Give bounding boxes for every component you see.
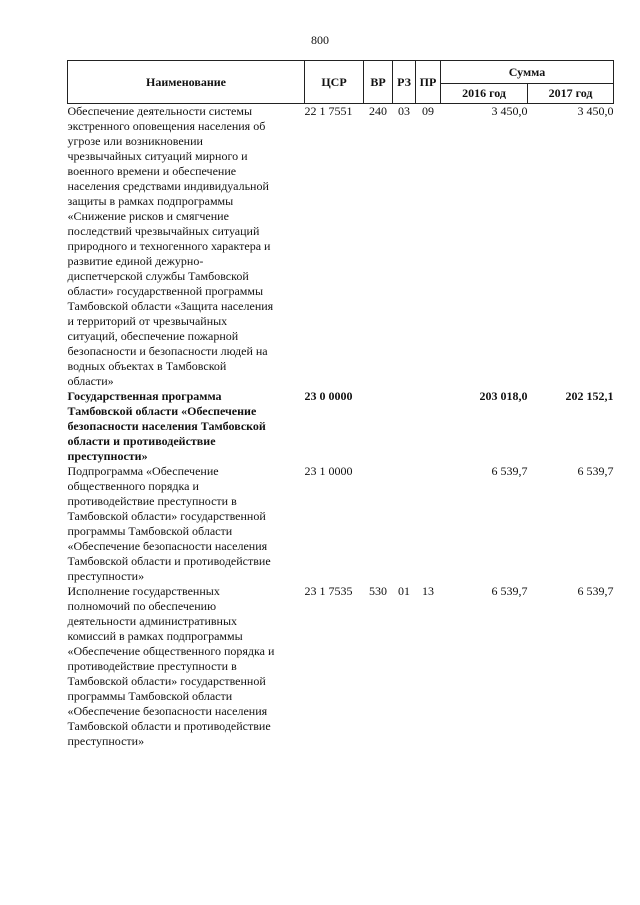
row-name-line: последствий чрезвычайных ситуаций: [67, 224, 260, 238]
header-vr: ВР: [364, 61, 393, 104]
row-sum-2016: 6 539,7: [491, 584, 528, 598]
row-rz: 01: [398, 584, 410, 598]
header-rz: РЗ: [393, 61, 416, 104]
row-name-line: «Снижение рисков и смягчение: [67, 209, 229, 223]
header-pr: ПР: [416, 61, 441, 104]
row-name-line: Тамбовской области и противодействие: [67, 554, 271, 568]
budget-table: [67, 60, 614, 749]
row-name-line: области» государственной программы: [67, 284, 264, 298]
row-vr: [364, 389, 393, 464]
row-sum-2017: 202 152,1: [565, 389, 614, 403]
table-row: [68, 104, 614, 390]
row-name-line: защиты в рамках подпрограммы: [67, 194, 234, 208]
row-pr: [416, 464, 441, 584]
row-csr: 23 1 0000: [304, 464, 353, 478]
row-name-line: Обеспечение деятельности системы: [67, 104, 253, 118]
row-name-line: угрозе или возникновении: [67, 134, 203, 148]
page-number: 800: [311, 33, 329, 47]
table-header: [68, 61, 614, 104]
row-name: [68, 389, 305, 464]
row-name-line: Тамбовской области «Обеспечение: [67, 404, 257, 418]
table-row: [68, 389, 614, 464]
row-vr: 240: [369, 104, 387, 118]
header-year-2016: 2016 год: [441, 84, 528, 104]
row-name-line: Государственная программа: [67, 389, 222, 403]
row-name-line: населения средствами индивидуальной: [67, 179, 269, 193]
row-name-line: «Обеспечение общественного порядка и: [67, 644, 275, 658]
row-name: [68, 464, 305, 584]
row-name-line: развитие единой дежурно-: [67, 254, 204, 268]
header-year-2017: 2017 год: [528, 84, 614, 104]
row-name-line: безопасности и безопасности людей на: [67, 344, 268, 358]
table-body: [68, 104, 614, 750]
row-csr: 23 0 0000: [304, 389, 353, 403]
row-csr: 23 1 7535: [304, 584, 353, 598]
row-name-line: Тамбовской области» государственной: [67, 674, 266, 688]
row-sum-2016: 6 539,7: [491, 464, 528, 478]
row-name-line: чрезвычайных ситуаций мирного и: [67, 149, 248, 163]
row-pr: 09: [422, 104, 434, 118]
row-name-line: программы Тамбовской области: [67, 524, 233, 538]
row-name-line: водных объектах в Тамбовской: [67, 359, 227, 373]
row-name-line: военного времени и обеспечение: [67, 164, 237, 178]
row-name-line: Подпрограмма «Обеспечение: [67, 464, 219, 478]
row-name-line: общественного порядка и: [67, 479, 199, 493]
row-name-line: преступности»: [67, 569, 145, 583]
row-name: [68, 104, 305, 390]
header-csr: ЦСР: [305, 61, 364, 104]
row-name-line: Исполнение государственных: [67, 584, 220, 598]
row-name-line: диспетчерской службы Тамбовской: [67, 269, 249, 283]
row-sum-2016: 203 018,0: [479, 389, 528, 403]
row-name-line: программы Тамбовской области: [67, 689, 233, 703]
row-name-line: Тамбовской области «Защита населения: [67, 299, 274, 313]
row-sum-2017: 6 539,7: [577, 464, 614, 478]
row-name-line: противодействие преступности в: [67, 659, 237, 673]
row-name-line: ситуаций, обеспечение пожарной: [67, 329, 239, 343]
row-csr: 22 1 7551: [304, 104, 353, 118]
row-name-line: и территорий от чрезвычайных: [67, 314, 228, 328]
row-name-line: «Обеспечение безопасности населения: [67, 704, 268, 718]
row-name-line: природного и техногенного характера и: [67, 239, 271, 253]
table-row: [68, 584, 614, 749]
row-name-line: области»: [67, 374, 114, 388]
row-vr: 530: [369, 584, 387, 598]
header-name: Наименование: [68, 61, 305, 104]
row-rz: [393, 464, 416, 584]
row-sum-2017: 6 539,7: [577, 584, 614, 598]
row-name-line: полномочий по обеспечению: [67, 599, 217, 613]
row-sum-2017: 3 450,0: [577, 104, 614, 118]
row-pr: [416, 389, 441, 464]
row-vr: [364, 464, 393, 584]
row-name-line: «Обеспечение безопасности населения: [67, 539, 268, 553]
row-sum-2016: 3 450,0: [491, 104, 528, 118]
row-name-line: противодействие преступности в: [67, 494, 237, 508]
row-name: [68, 584, 305, 749]
row-name-line: области и противодействие: [67, 434, 216, 448]
row-name-line: безопасности населения Тамбовской: [67, 419, 266, 433]
row-pr: 13: [422, 584, 434, 598]
row-name-line: деятельности административных: [67, 614, 238, 628]
row-name-line: экстренного оповещения населения об: [67, 119, 266, 133]
row-rz: [393, 389, 416, 464]
row-name-line: комиссий в рамках подпрограммы: [67, 629, 243, 643]
table-row: [68, 464, 614, 584]
row-name-line: преступности»: [67, 449, 148, 463]
row-name-line: Тамбовской области» государственной: [67, 509, 266, 523]
row-name-line: Тамбовской области и противодействие: [67, 719, 271, 733]
row-name-line: преступности»: [67, 734, 145, 748]
header-sum: Сумма: [441, 61, 614, 84]
row-rz: 03: [398, 104, 410, 118]
